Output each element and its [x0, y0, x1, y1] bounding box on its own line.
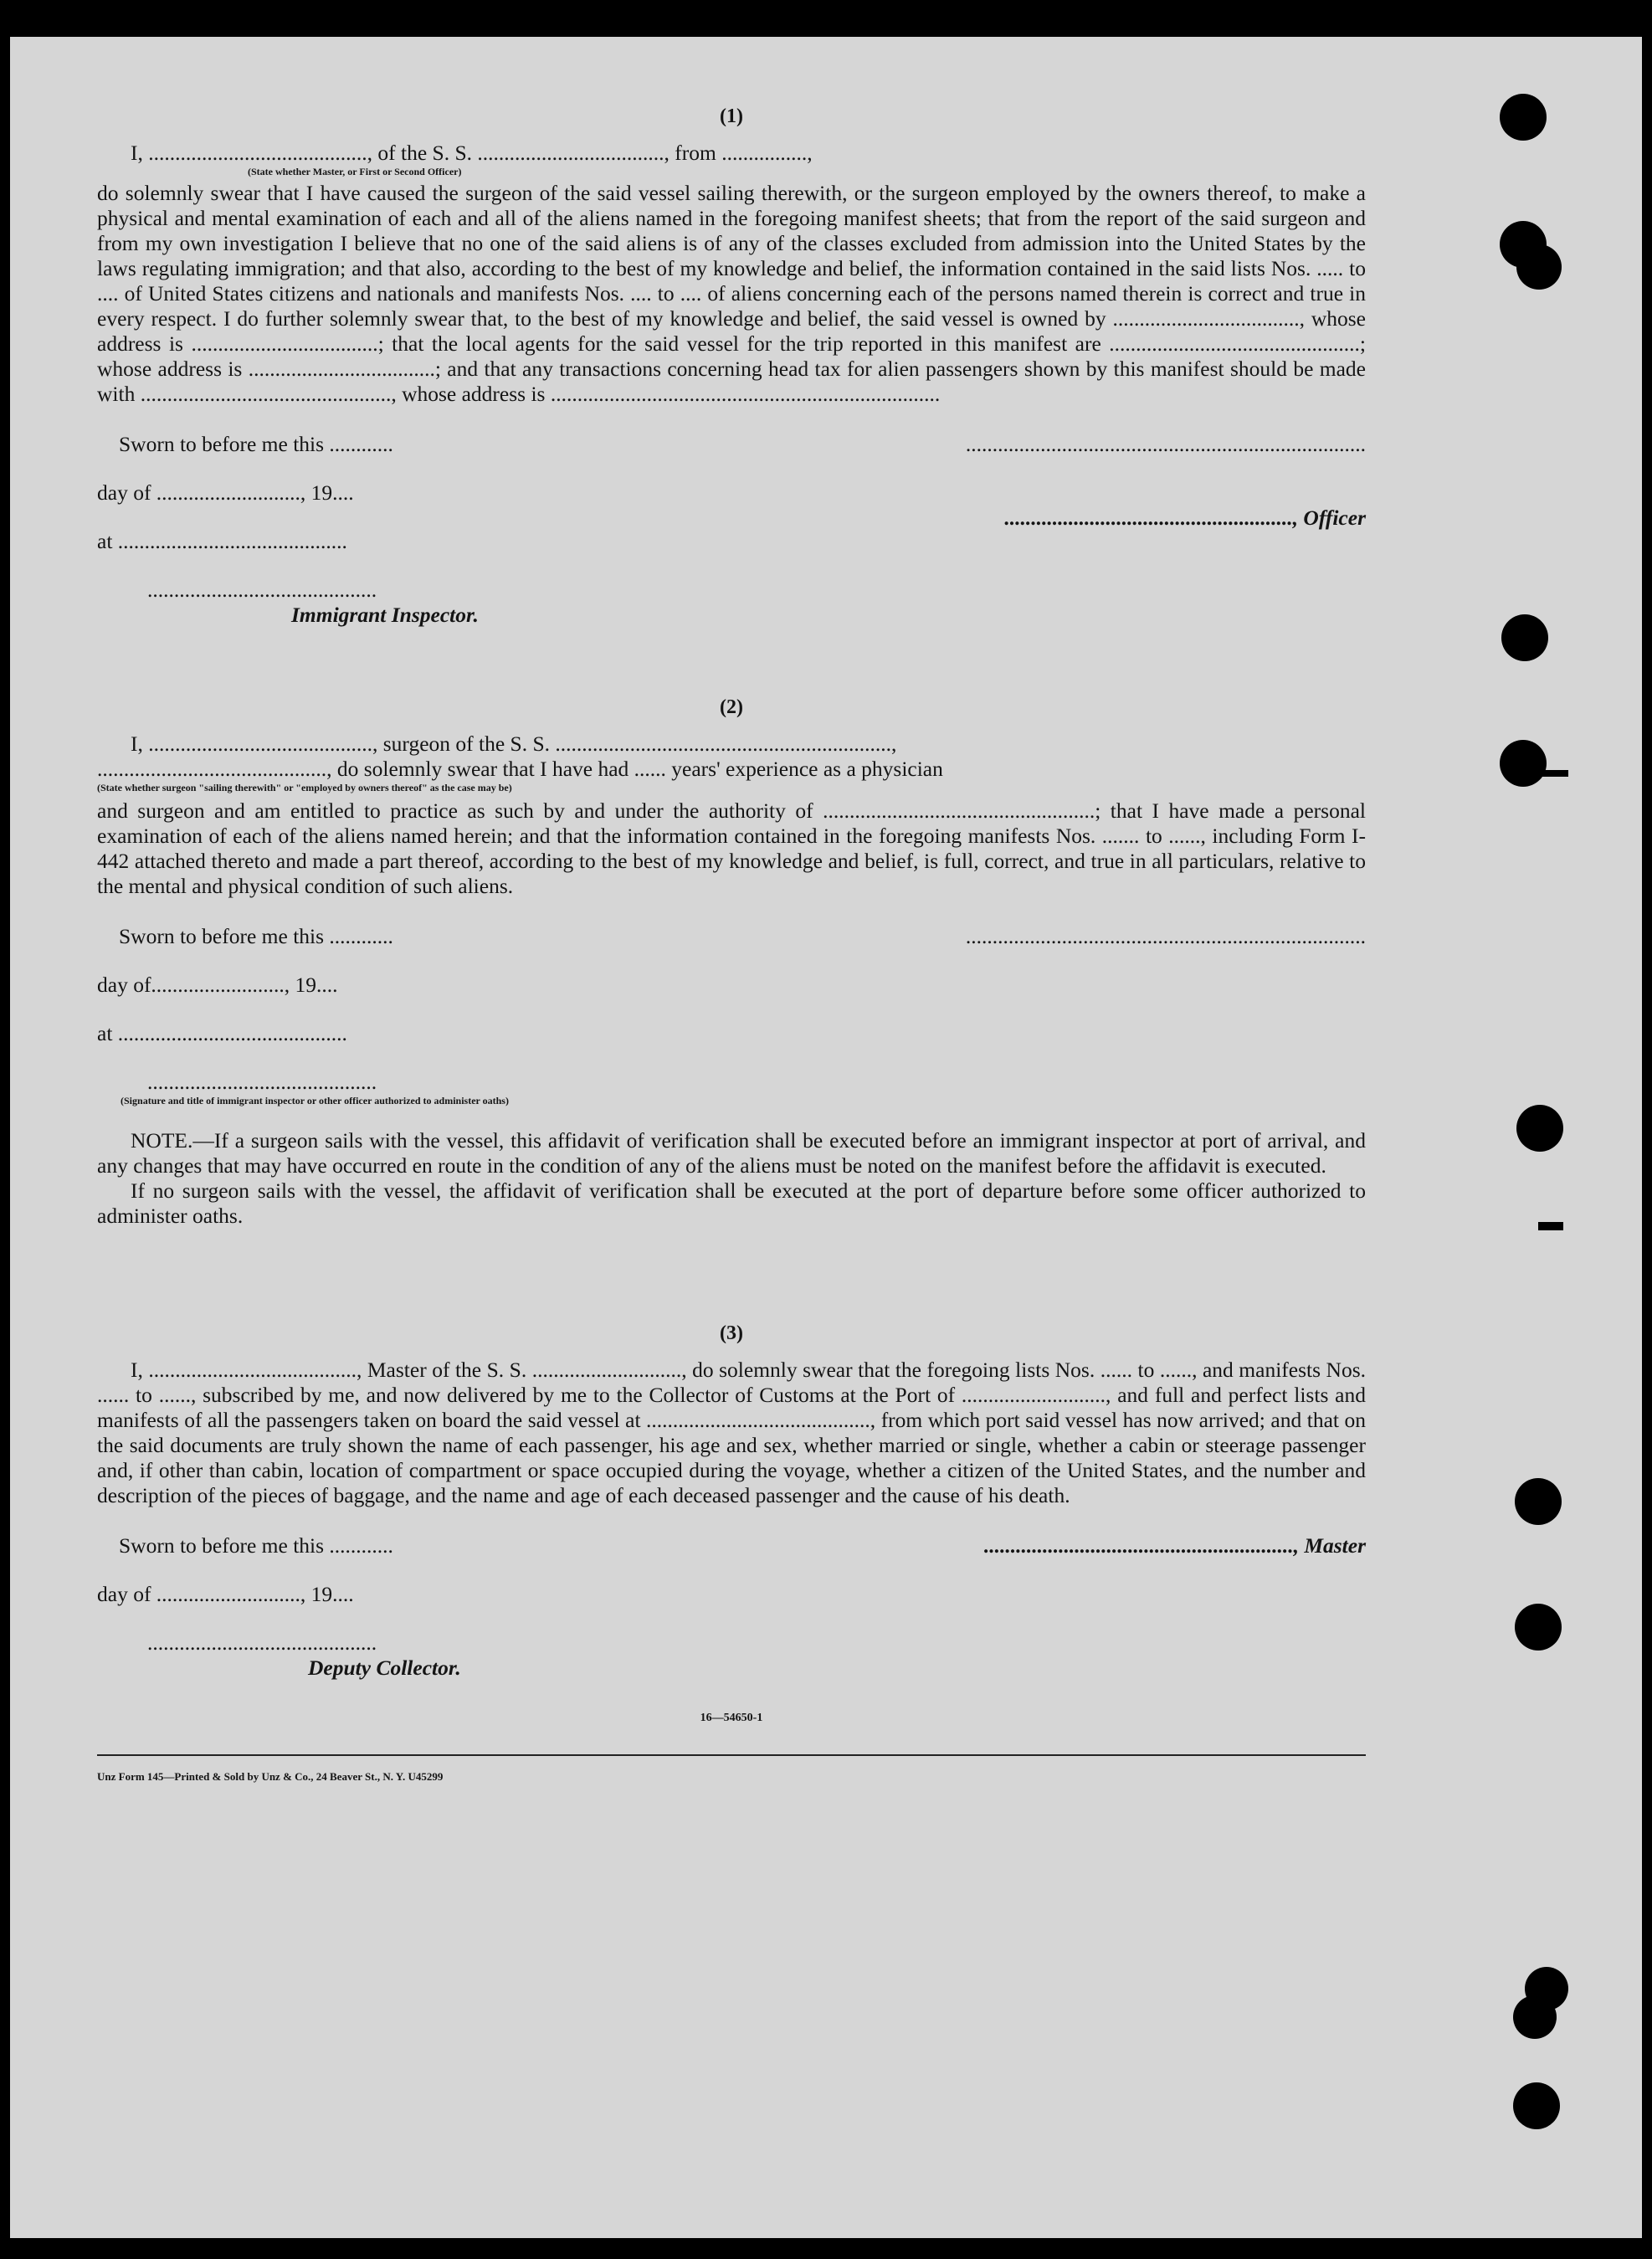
- section-3-body: I, ......................................., Master of the S. S. ............................, do solemnly swear that the foregoing lists Nos. ...... to ......, and manifests Nos. ...... to ......, subscribed by me, and now delivered by me to the Collector of Customs at the Port of ..........................., and full and perfect lists and manifests of all the passengers taken on board the said vessel at .........................................., from which port said vessel has now arrived; and that on the said documents are truly shown the name of each passenger, his age and sex, whether married or single, whether a cabin or steerage passenger and, if other than cabin, location of compartment or space occupied during the voyage, whether a citizen of the United States, and the number and description of the pieces of baggage, and the name and age of each deceased passenger and the cause of his death.: [97, 1358, 1366, 1507]
- section-2-sworn: Sworn to before me this ............: [119, 924, 393, 948]
- form-number: 16—54650-1: [700, 1712, 763, 1724]
- section-1-officer-signature: ......................................................, Officer: [1004, 506, 1366, 530]
- document-page: [10, 37, 1642, 2238]
- footer-rule: [97, 1754, 1366, 1756]
- section-1-officer-note: (State whether Master, or First or Second Officer): [248, 166, 462, 177]
- section-2-number: (2): [720, 696, 743, 718]
- printer-footer: Unz Form 145—Printed & Sold by Unz & Co., 24 Beaver St., N. Y. U45299: [97, 1770, 444, 1783]
- punch-hole: [1500, 740, 1547, 787]
- punch-hole: [1513, 2082, 1560, 2129]
- section-1-inspector-label: Immigrant Inspector.: [291, 603, 479, 627]
- section-2-note: NOTE.—If a surgeon sails with the vessel, this affidavit of verification shall be executed before an immigrant inspector at port of arrival, and any changes that may have occurred en route in the condition of any of the aliens must be noted on the manifest before the affidavit is executed.: [97, 1128, 1366, 1178]
- section-1-first-line: I, ........................................., of the S. S. ..................................., from ................,: [131, 141, 813, 165]
- punch-hole: [1515, 1478, 1562, 1525]
- section-1-sworn-signature-line: ...........................................................................: [965, 432, 1366, 456]
- punch-hole: [1501, 614, 1548, 661]
- section-1-body: do solemnly swear that I have caused the surgeon of the said vessel sailing therewith, or the surgeon employed by the owners thereof, to make a physical and mental examination of each and all of the aliens named in the foregoing manifest sheets; that from the report of the said surgeon and from my own investigation I believe that no one of the said aliens is of any of the classes excluded from admission into the United States by the laws regulating immigration; and that also, according to the best of my knowledge and belief, the information contained in the said lists Nos. ..... to .... of United States citizens and nationals and manifests Nos. .... to .... of aliens concerning each of the persons named therein is correct and true in every respect. I do further solemnly swear that, to the best of my knowledge and belief, the said vessel is owned by ..................................., whose address is ...................................; that the local agents for the said vessel for the trip reported in this manifest are ...............................................; whose address is ...................................; and that any transactions concerning head tax for alien passengers shown by this manifest should be made with ..............................................., whose address is .........................................................................: [97, 181, 1366, 406]
- section-3-number: (3): [720, 1322, 743, 1344]
- section-1-sworn: Sworn to before me this ............: [119, 432, 393, 456]
- section-2-surgeon-note: (State whether surgeon "sailing therewith" or "employed by owners thereof" as the case may be): [97, 782, 512, 793]
- section-3-day-of: day of ..........................., 19....: [97, 1582, 354, 1606]
- section-2-note-second: If no surgeon sails with the vessel, the affidavit of verification shall be executed at the port of departure before some officer authorized to administer oaths.: [97, 1178, 1366, 1228]
- section-2-first-line: I, .........................................., surgeon of the S. S. ...............................................................,: [131, 732, 897, 756]
- punch-hole: [1516, 244, 1562, 290]
- section-2-day-of: day of........................., 19....: [97, 973, 338, 997]
- section-2-at: at ...........................................: [97, 1021, 347, 1045]
- section-1-inspector-signature-line: ...........................................: [147, 578, 377, 602]
- section-3-master-signature: .........................................................., Master: [983, 1533, 1366, 1558]
- section-3-collector-label: Deputy Collector.: [308, 1656, 461, 1680]
- section-2-sworn-signature-line: ...........................................................................: [965, 924, 1366, 948]
- section-3-collector-signature-line: ...........................................: [147, 1630, 377, 1655]
- section-1-number: (1): [720, 105, 743, 127]
- section-1-day-of: day of ..........................., 19....: [97, 480, 354, 505]
- section-2-second-line: ..........................................., do solemnly swear that I have had ...... years' experience as a physician: [97, 757, 943, 781]
- punch-hole: [1513, 1995, 1557, 2039]
- section-2-signature-line: ...........................................: [147, 1070, 377, 1094]
- punch-hole: [1500, 94, 1547, 141]
- punch-mark: [1535, 770, 1568, 777]
- affidavit-content: [97, 104, 1366, 1789]
- section-2-body: and surgeon and am entitled to practice as such by and under the authority of ...................................................; that I have made a personal examination of each of the aliens named herein; and that the information contained in the foregoing manifests Nos. ....... to ......, including Form I-442 attached thereto and made a part thereof, according to the best of my knowledge and belief, is full, correct, and true in all particulars, relative to the mental and physical condition of such aliens.: [97, 798, 1366, 898]
- punch-hole: [1515, 1604, 1562, 1651]
- section-1-at: at ...........................................: [97, 529, 347, 553]
- punch-hole: [1516, 1105, 1563, 1152]
- section-2-signature-note: (Signature and title of immigrant inspector or other officer authorized to administer oaths): [121, 1095, 509, 1106]
- punch-mark: [1538, 1222, 1563, 1230]
- section-3-sworn: Sworn to before me this ............: [119, 1533, 393, 1558]
